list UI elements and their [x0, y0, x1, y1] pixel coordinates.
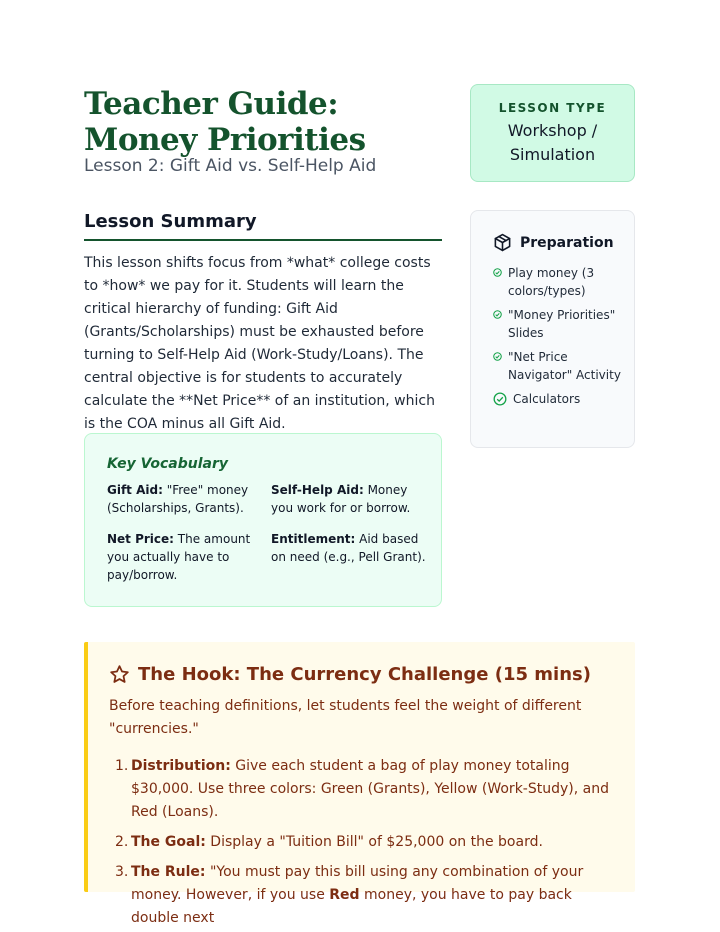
lesson-type-card [470, 84, 635, 182]
hook-step [109, 831, 615, 854]
prep-item [493, 390, 624, 408]
vocab-item [271, 481, 431, 517]
step-number: 2. [115, 834, 129, 850]
package-icon [493, 233, 512, 252]
vocab-definition: The amount you actually have to pay/borrow. [107, 532, 251, 582]
hook-intro: Before teaching definitions, let students feel the weight of different "currencies." [109, 698, 582, 737]
vocab-term: Gift Aid: [107, 483, 163, 497]
vocab-item [271, 530, 431, 584]
vocab-term: Self-Help Aid: [271, 483, 364, 497]
check-circle-icon [493, 392, 507, 406]
prep-item-label: "Money Priorities" Slides [508, 308, 616, 340]
page-title: Teacher Guide: Money Priorities [84, 86, 366, 158]
prep-item-label: Play money (3 colors/types) [508, 266, 595, 298]
star-icon [109, 664, 130, 685]
prep-item [493, 306, 624, 342]
step-text: "You must pay this bill using any combination of your money. However, if you use [131, 864, 584, 903]
prep-item [493, 264, 624, 300]
prep-item-label: "Net Price Navigator" Activity [508, 350, 621, 382]
hook-title: The Hook: The Currency Challenge (15 mins) [138, 664, 591, 685]
check-circle-icon [493, 310, 502, 319]
vocabulary-title: Key Vocabulary [107, 456, 229, 472]
vocabulary-card [84, 433, 442, 607]
vocab-definition: "Free" money (Scholarships, Grants). [107, 483, 249, 515]
check-circle-icon [493, 352, 502, 361]
page-subtitle: Lesson 2: Gift Aid vs. Self-Help Aid [84, 156, 377, 176]
vocab-definition: Aid based on need (e.g., Pell Grant). [271, 532, 426, 564]
step-text: Display a "Tuition Bill" of $25,000 on the board. [205, 834, 543, 850]
hook-step [109, 861, 615, 930]
vocab-term: Entitlement: [271, 532, 356, 546]
vocab-term: Net Price: [107, 532, 174, 546]
vocab-item [107, 530, 271, 584]
hook-step [109, 755, 615, 824]
preparation-title: Preparation [520, 234, 614, 251]
prep-item [493, 348, 624, 384]
step-lead: The Goal: [131, 834, 206, 850]
step-lead: Distribution: [131, 758, 231, 774]
step-text-continued: money, you have to pay back double next [131, 887, 572, 926]
step-lead: The Rule: [131, 864, 206, 880]
hook-section [84, 642, 635, 926]
lesson-type-label: LESSON TYPE [498, 101, 607, 115]
vocab-definition: Money you work for or borrow. [271, 483, 411, 515]
step-number: 3. [115, 864, 129, 880]
preparation-card [470, 210, 635, 448]
step-emphasis: Red [329, 887, 360, 903]
step-number: 1. [115, 758, 129, 774]
step-text: Give each student a bag of play money totaling $30,000. Use three colors: Green (Grants), Yellow (Work-Study), and Red (Loans). [131, 758, 609, 820]
lesson-type-value: Workshop / Simulation [507, 121, 598, 164]
summary-heading: Lesson Summary [84, 211, 442, 241]
summary-text: This lesson shifts focus from *what* college costs to *how* we pay for it. Students will learn the critical hierarchy of funding: Gift Aid (Grants/Scholarships) must be exhausted before turning to Self-Help Aid (Work-Study/Loans). The central objective is for students to accurately calculate the **Net Price** of an institution, which is the COA minus all Gift Aid. [84, 255, 435, 432]
vocab-item [107, 481, 271, 517]
check-circle-icon [493, 268, 502, 277]
prep-item-label: Calculators [513, 392, 581, 406]
